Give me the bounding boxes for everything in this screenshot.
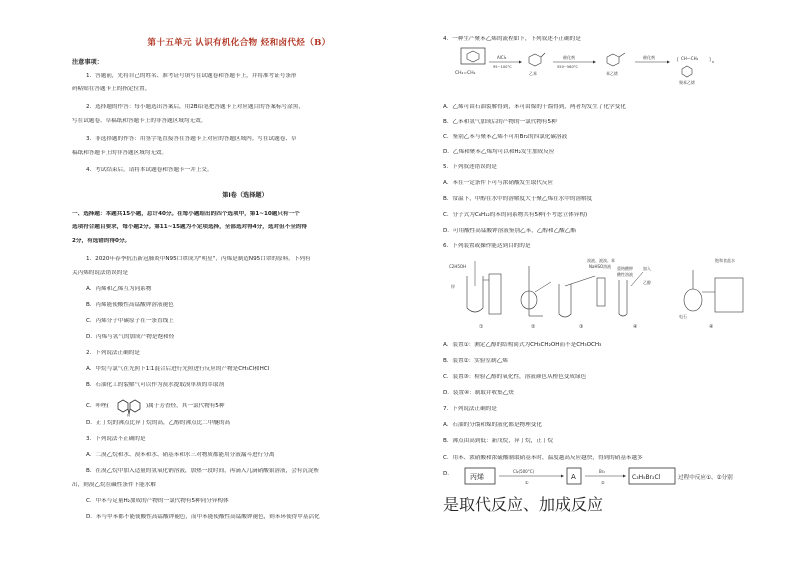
arrow-icon: [593, 61, 596, 64]
svg-text:丙烯: 丙烯: [470, 473, 484, 481]
svg-text:C₃H₅Br₂Cl: C₃H₅Br₂Cl: [632, 474, 661, 481]
notice-line: 2．选择题的作答：每小题选出答案后，用2B铅笔把答题卡上对应题目的答案标号涂黑，: [86, 104, 304, 110]
reaction-scheme: [463, 462, 773, 490]
exam-title: 第十五单元 认识有机化合物 烃和卤代烃（B）: [147, 38, 331, 48]
arrow-icon: [667, 61, 670, 64]
notice-heading: 注意事项：: [72, 59, 103, 66]
option: D．苯与甲苯都不能使酸性高锰酸钾褪色，而甲苯能使酸性高锰酸钾褪色，则苯环使得甲基活化: [86, 514, 320, 520]
svg-text:AlCl₃: AlCl₃: [497, 55, 507, 60]
question-2-stem: 2．下列说法正确的是: [86, 350, 140, 356]
apparatus-figure: [447, 256, 767, 332]
svg-text:[: [: [677, 58, 679, 63]
question-1-stem: 1．2020年春季抗击新冠肺炎中N95口罩成为"明星"，丙烯是制造N95口罩的原料。下列有: [86, 256, 311, 262]
carbazole-structure-icon: [114, 395, 144, 417]
collection-bottle: [715, 278, 743, 312]
polystyrene-process-diagram: [453, 46, 773, 90]
flask-3: [559, 284, 571, 317]
option: D．乙烯和聚苯乙烯均可以和H₂发生加成反应: [443, 149, 555, 155]
svg-text:催化剂: 催化剂: [563, 55, 575, 60]
notice-line: 稿纸和答题卡上的非答题区域均无效。: [72, 150, 168, 156]
option: C．丙烯分子中碳原子在一条直线上: [86, 318, 174, 324]
svg-text:过程中反应①、②分别: 过程中反应①、②分别: [678, 475, 733, 481]
option: A．石油的分馏和煤的液化都是物理变化: [443, 422, 542, 428]
svg-text:④: ④: [633, 324, 638, 330]
option: D．: [443, 471, 453, 477]
option: B．常温下，甲醇在水中的溶解度大于聚乙烯在水中的溶解度: [443, 196, 593, 202]
option: B．乙苯和氢气加成后的产物的一氯代物有5种: [443, 119, 557, 125]
option: B．在溴乙烷中加入适量的氢氧化钠溶液，加热一段时间，再滴入几滴硝酸银溶液，会有沉淀析: [86, 468, 320, 474]
svg-text:n: n: [712, 60, 715, 64]
svg-text:①: ①: [479, 324, 484, 330]
option: D．可用酸性高锰酸钾溶液鉴别乙苯，乙醇和乙酸乙酯: [443, 228, 576, 234]
notice-line: 1．答题前，先将自己的姓名、准考证号填写在试题卷和答题卡上，并将准考证号条形: [86, 73, 297, 79]
svg-text:CH—CH₂: CH—CH₂: [681, 56, 699, 61]
polystyrene-ring-icon: [682, 66, 692, 77]
option: A．丙烯和乙烯互为同系物: [86, 286, 152, 292]
question-5-stem: 5．下列叙述错误的是: [443, 164, 497, 170]
notice-line: 3．非选择题的作答：用签字笔直接答在答题卡上对应的答题区域内。写在试题卷、草: [86, 136, 297, 142]
question-7-stem: 7．下列说法正确的是: [443, 406, 497, 412]
cylinder-1: [489, 274, 501, 314]
option: B．沸点由高到低：新戊烷，异丁烷，正丁烷: [443, 438, 554, 444]
option: A．乙烯可由石油裂解得到，苯可由煤的干馏得到，两者均发生了化学变化: [443, 104, 626, 110]
svg-text:重铬酸钾: 重铬酸钾: [617, 266, 633, 271]
svg-text:①: ①: [525, 480, 529, 485]
svg-text:Cl₂(500°C): Cl₂(500°C): [513, 469, 535, 474]
option: C．咔唑(: [86, 403, 109, 409]
svg-text:加入: 加入: [643, 266, 651, 271]
question-4-stem: 4．一种生产聚苯乙烯的流程如下，下列叙述不正确的是: [443, 36, 581, 42]
svg-text:聚苯乙烯: 聚苯乙烯: [679, 80, 695, 85]
option-cont: )属于芳香烃，其一氯代物有5种: [146, 403, 225, 409]
option-cont: 是取代反应、加成反应: [443, 495, 604, 514]
svg-text:电石: 电石: [679, 314, 687, 319]
svg-text:乙醇: 乙醇: [643, 280, 651, 285]
svg-text:锌: 锌: [451, 284, 455, 289]
section-title: 第Ⅰ卷（选择题）: [222, 192, 268, 199]
section-intro: 选项符合题目要求，每小题2分。第11~15题为不定项选择，全部选对得4分，选对但不全的得: [72, 224, 308, 230]
option: A．甲烷与氯气在光照下1∶1混合后进行光照进行反应的产物是CH₃Cl和HCl: [86, 366, 270, 372]
svg-text:Br₂: Br₂: [599, 469, 605, 474]
svg-text:苯乙烯: 苯乙烯: [606, 71, 618, 76]
option: C．鉴别乙苯与聚苯乙烯不可用Br₂的四氯化碳溶液: [443, 134, 568, 140]
option: C．甲苯与足量H₂加成的产物的一氯代物有5种同分异构体: [86, 498, 229, 504]
section-intro: 2分，有选错的得0分。: [72, 238, 131, 244]
flask-4: [684, 289, 702, 311]
option: A．二溴乙烷和水、溴苯和水、硝基苯和水三对物质都能用分液漏斗进行分离: [86, 452, 275, 458]
option-cont: 出，则溴乙烷在碱性条件下能水解: [72, 482, 156, 488]
question-1-stem: 关丙烯的说法错误的是: [72, 270, 128, 276]
reactant-box: [461, 48, 485, 64]
notice-line: 4．考试结束后，请将本试题卷和答题卡一并上交。: [86, 167, 213, 173]
question-3-stem: 3．下列说法不正确的是: [86, 436, 146, 442]
svg-text:乙苯: 乙苯: [529, 71, 537, 76]
option: C．用苯、浓硝酸和浓硫酸制取硝基苯时，温度越高反应越快，得到的硝基苯越多: [443, 455, 643, 461]
option: A．苯在一定条件下可与浓硝酸发生取代反应: [443, 180, 554, 186]
option: A．装置①：测定乙醇的结构简式为CH₃CH₂OH而不是CH₃OCH₃: [443, 342, 602, 348]
ethylbenzene-ring-icon: [529, 54, 541, 66]
option: D．装置④：制取并收集乙炔: [443, 390, 514, 396]
svg-text:饱和食盐水: 饱和食盐水: [715, 258, 735, 263]
arrow-icon: [561, 475, 564, 478]
arrow-icon: [623, 475, 626, 478]
option: B．装置②：实验室制乙烯: [443, 358, 508, 364]
notice-line: 码粘贴在答题卡上的指定位置。: [72, 86, 151, 92]
option: D．丙烯与氢气的加成产物是饱和烃: [86, 334, 175, 340]
question-6-stem: 6．下列装置或操作能达到目的的是: [443, 243, 531, 249]
svg-text:C2H5OH: C2H5OH: [449, 264, 467, 269]
option: D．正丁烷的沸点比异丁烷的高，乙醇的沸点比二甲醚的高: [86, 420, 231, 426]
svg-text:④: ④: [709, 324, 714, 330]
start-label: CH₂=CH₂: [455, 71, 476, 76]
option: C．分子式为C₆H₁₂的苯的同系物共有5种(不考虑立体异构): [443, 212, 588, 218]
svg-text:②: ②: [531, 324, 536, 330]
notice-line: 写在试题卷、草稿纸和答题卡上的非答题区域均无效。: [72, 118, 207, 124]
svg-text:③: ③: [579, 324, 584, 330]
section-intro: 一、选择题：本题共15小题，总计40分。在每小题给出的四个选项中，第1~10题只有一个: [72, 211, 300, 217]
svg-text:95~100°C: 95~100°C: [493, 65, 512, 69]
svg-text:A: A: [571, 473, 576, 481]
svg-text:550~560°C: 550~560°C: [557, 65, 579, 69]
option: B．石油化工的裂解气可以作为溴水提取溴单质的萃取剂: [86, 382, 225, 388]
svg-text:NaHSO溶液: NaHSO溶液: [589, 264, 612, 269]
svg-text:酸性溶液: 酸性溶液: [617, 272, 633, 277]
svg-text:N: N: [127, 413, 130, 417]
styrene-ring-icon: [607, 54, 619, 66]
option: C．装置③：检验乙醇的氧化性，溶液颜色从橙色变成绿色: [443, 374, 587, 380]
svg-text:]: ]: [709, 58, 711, 63]
test-tube: [619, 280, 627, 316]
arrow-icon: [519, 61, 522, 64]
svg-text:溴液、液溴、苯: 溴液、液溴、苯: [587, 258, 615, 263]
svg-text:催化剂: 催化剂: [643, 55, 655, 60]
svg-text:②: ②: [601, 480, 605, 485]
benzene-ring-icon: [467, 51, 479, 62]
option: B．丙烯能使酸性高锰酸钾溶液褪色: [86, 302, 174, 308]
